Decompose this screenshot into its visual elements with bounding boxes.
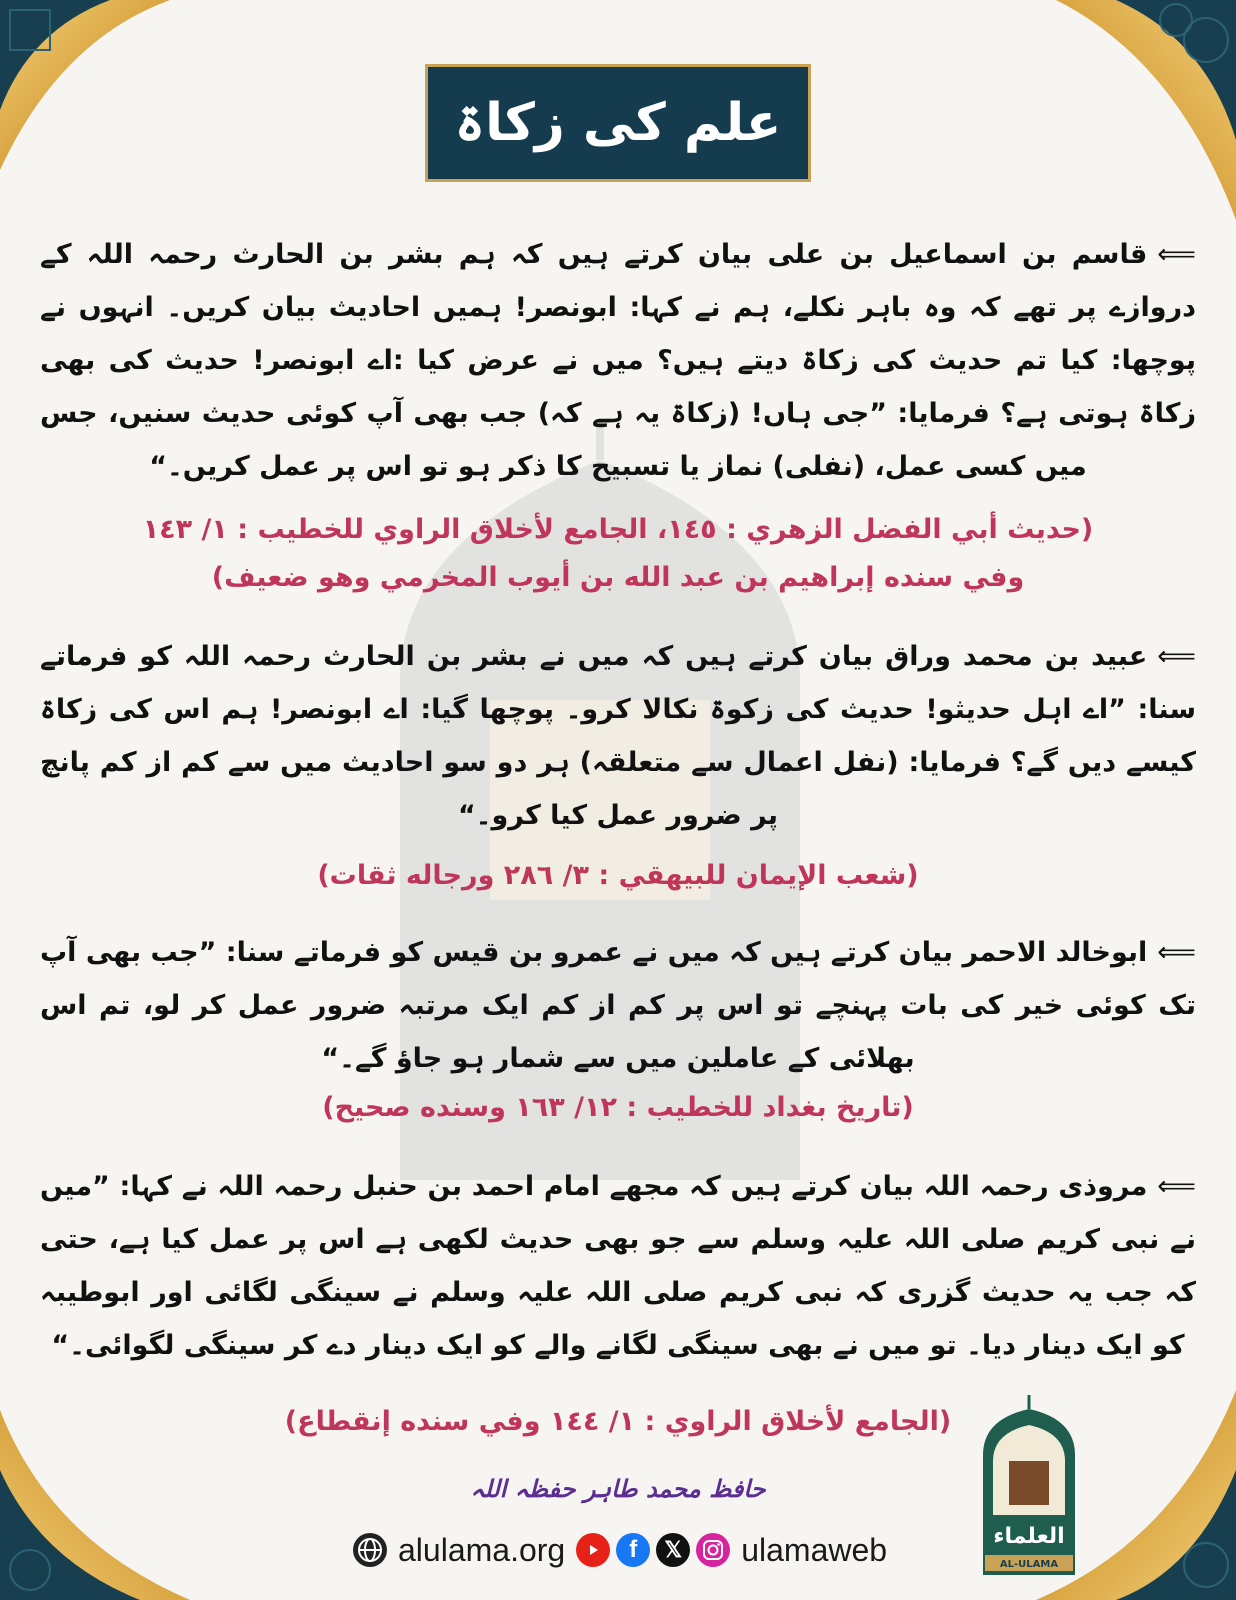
paragraph-text: مروذی رحمہ اللہ بیان کرتے ہیں کہ مجھے امام احمد بن حنبل رحمہ اللہ نے کہا: ”میں نے نبی کریم صلی اللہ علیہ وسلم سے جو بھی حدیث لکھی ہے اس پر عمل کیا ہے، حتی کہ جب یہ حدیث گزری کہ نبی کریم صلی اللہ علیہ وسلم نے سینگی لگائی اور ابوطیبہ کو ایک دینار دیا۔ تو میں نے بھی سینگی لگانے والے کو ایک دینار دے کر سینگی لگوائی۔“ xyxy=(40,1171,1196,1361)
hadith-paragraph-2 xyxy=(40,630,1196,842)
hadith-paragraph-1 xyxy=(40,228,1196,493)
arrow-icon: ⟸ xyxy=(1157,239,1196,270)
globe-icon[interactable] xyxy=(353,1533,387,1567)
facebook-icon[interactable]: f xyxy=(616,1533,650,1567)
al-ulama-logo xyxy=(975,1395,1083,1575)
corner-ornament-top-left xyxy=(0,0,190,200)
instagram-icon[interactable] xyxy=(696,1533,730,1567)
corner-ornament-top-right xyxy=(1016,0,1236,230)
paragraph-text: ابوخالد الاحمر بیان کرتے ہیں کہ میں نے عمرو بن قیس کو فرماتے سنا: ”جب بھی آپ تک کوئی خیر کی بات پہنچے تو اس پر کم از کم ایک مرتبہ ضرور عمل کر لو، تم اس بھلائی کے عاملین میں سے شمار ہو جاؤ گے۔“ xyxy=(40,937,1196,1074)
arrow-icon: ⟸ xyxy=(1157,641,1196,672)
social-handle[interactable]: ulamaweb xyxy=(741,1531,888,1568)
hadith-paragraph-4 xyxy=(40,1160,1196,1372)
paragraph-text: قاسم بن اسماعیل بن علی بیان کرتے ہیں کہ ہم بشر بن الحارث رحمہ اللہ کے دروازے پر تھے کہ وہ باہر نکلے، ہم نے کہا: ابونصر! ہمیں احادیث بیان کریں۔ انہوں نے پوچھا: کیا تم حدیث کی زکاۃ دیتے ہیں؟ میں نے عرض کیا :اے ابونصر! حدیث کی بھی زکاۃ ہوتی ہے؟ فرمایا: ”جی ہاں! (زکاۃ یہ ہے کہ) جب بھی آپ کوئی حدیث سنیں، جس میں کسی عمل، (نفلی) نماز یا تسبیح کا ذکر ہو تو اس پر عمل کریں۔“ xyxy=(40,239,1196,482)
title-banner xyxy=(425,64,811,182)
x-icon[interactable]: 𝕏 xyxy=(656,1533,690,1567)
arrow-icon: ⟸ xyxy=(1157,937,1196,968)
arrow-icon: ⟸ xyxy=(1157,1171,1196,1202)
hadith-paragraph-3 xyxy=(40,926,1196,1085)
reference-1-line-2: وفي سنده إبراهيم بن عبد الله بن أيوب المخرمي وهو ضعيف) xyxy=(211,562,1025,593)
reference-2: (شعب الإيمان للبيهقي : ٣/ ٢٨٦ ورجاله ثقات) xyxy=(317,860,919,891)
logo-latin: AL-ULAMA xyxy=(999,1559,1059,1570)
website-link[interactable]: alulama.org xyxy=(398,1531,566,1568)
author-signature: حافظ محمد طاہر حفظہ اللہ xyxy=(470,1474,766,1503)
page-title: علم کی زکاۃ xyxy=(454,93,782,153)
footer-social-bar xyxy=(350,1528,887,1572)
paragraph-text: عبید بن محمد وراق بیان کرتے ہیں کہ میں نے بشر بن الحارث رحمہ اللہ کو فرماتے سنا: ”اے اہل حدیثو! حدیث کی زکوۃ نکالا کرو۔ پوچھا گیا: اے ابونصر! ہم اس کی زکاۃ کیسے دیں گے؟ فرمایا: (نفل اعمال سے متعلقہ) ہر دو سو احادیث میں سے کم از کم پانچ پر ضرور عمل کیا کرو۔“ xyxy=(40,641,1196,831)
reference-3: (تاريخ بغداد للخطيب : ١٢/ ١٦٣ وسنده صحيح) xyxy=(322,1092,914,1123)
youtube-icon[interactable] xyxy=(576,1533,610,1567)
logo-arabic: العلماء xyxy=(993,1524,1065,1549)
reference-1-line-1: (حديث أبي الفضل الزهري : ١٤٥، الجامع لأخلاق الراوي للخطيب : ١/ ١٤٣ xyxy=(142,514,1094,545)
reference-4: (الجامع لأخلاق الراوي : ١/ ١٤٤ وفي سنده إنقطاع) xyxy=(284,1406,952,1437)
